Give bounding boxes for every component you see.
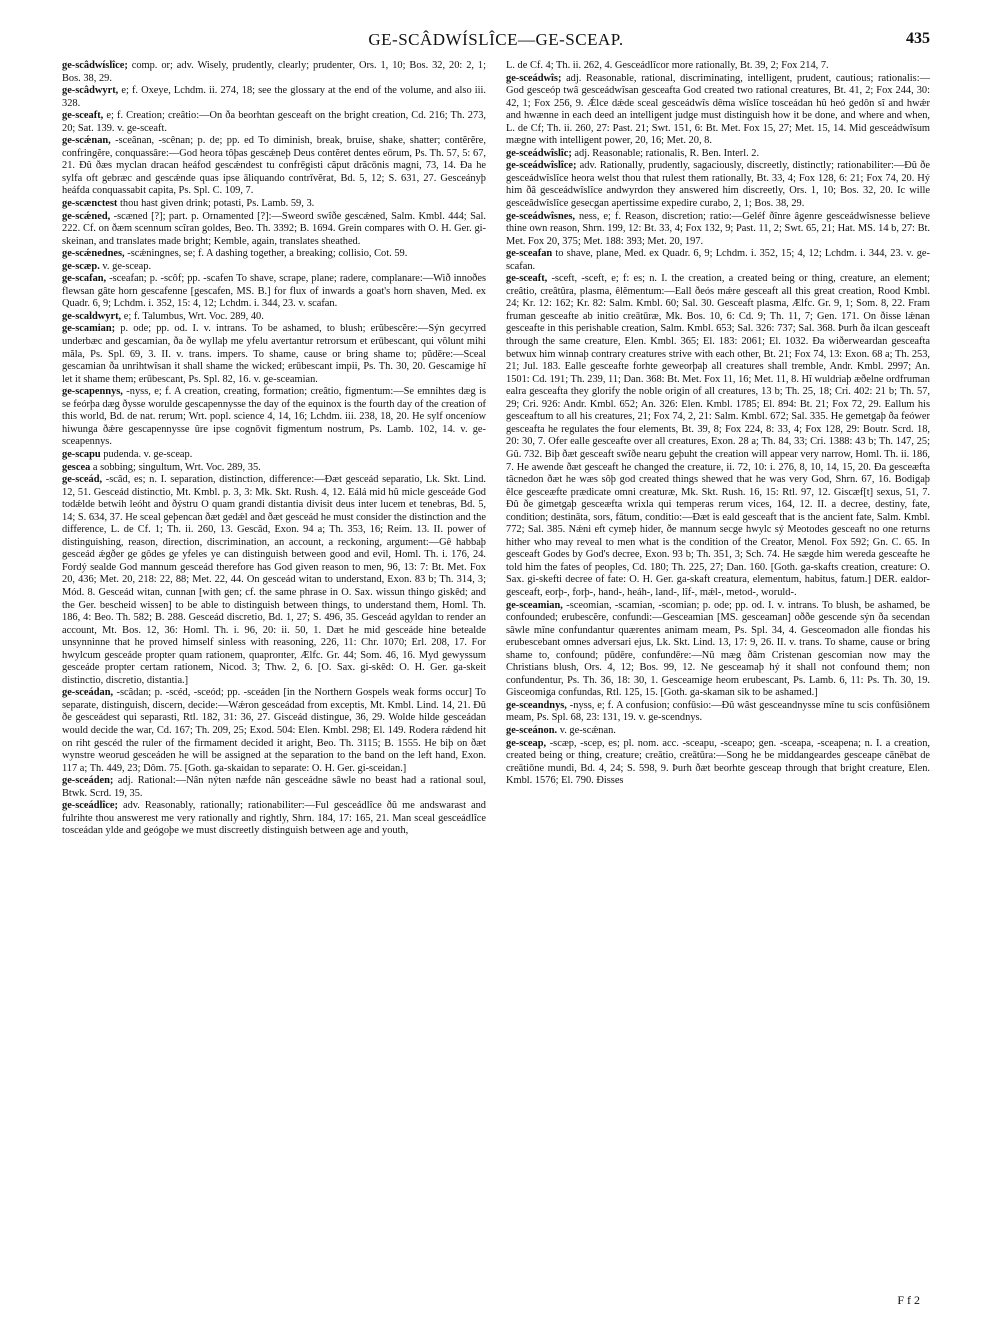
dictionary-entry [62, 261, 486, 274]
entry-headword: ge-sceaft, [506, 273, 548, 285]
dictionary-entry [62, 386, 486, 449]
entry-text: -sceft, -sceft, e; f: es; n. I. the creation, a created being or thing, creature, an element; creâtio, creâtûra, plasma, êlĕmentum:—Eall ðeós mǽre gesceaft all this great creation, Rood Kmbl. 24; Kr. 12: 162; Kr. 82: Salm. Kmbl. 60; Sal. 30. Gesceaft plasma, Ælfc. Gr. 9, 1; Som. 8, 22. Fram fruman gesceafte ab initio creātūræ, Mk. Bos. 10, 6: Cd. 9; Th. 11, 7; Gen. 171. On ðisse lǽnan gesceafte in this perishable creation, Salm. Kmbl. 653; Sal. 326: 737; Sal. 368. Þurh ða ilcan gesceaft through the same creature, Elen. Kmbl. 365; El. 183: 2061; El. 1032. Ða wiðerweardan gesceafta betwux him winnaþ contrary creatures strive with each other, Bt. 21; Fox 74, 13: Exon. 68 a; Th. 253, 21; Jul. 183. Ealle gesceafte forhte geweorþaþ all creatures shall tremble, Andr. Kmbl. 2997; An. 1501: Cd. 191; Th. 239, 11; Dan. 368: Bt. Met. Fox 11, 16; Met. 11, 8. Hî wuldriaþ æðelne ordfruman ealra gesceafta they glorify the noble origin of all creatures, 13 b; Th. 25, 18; Cri. 402: 21 b; Th. 57, 29; Cri. 926: Andr. Kmbl. 652; An. 326: Elen. Kmbl. 1785; El. 894: Bt. 21; Fox 72, 29. Eallum his gesceaftum to all his creatures, 21; Fox 74, 2, 21: Salm. Kmbl. 672; Sal. 335. He gemetgaþ ða feówer gesceafta he regulates the four elements, Bt. 39, 8; Fox 224, 8: 33, 4; Fox 128, 29: Boutr. Scrd. 18, 20: 30, 7. Ofer ealle gesceafte over all creatures, Exon. 28 a; Th. 84, 33; Cri. 1388: 43 b; Th. 147, 25; Gû. 732. Biþ ðæt gesceaft swîðe nearu geþuht the creation will appear very narrow, Homl. Th. ii. 186, 7. He awende ðæt gesceaft he changed the creature, ii. 72, 10: i. 276, 8, 10, 14, 15, 20. Ða gesceæfta tâcnedon ðæt he wæs sôþ god created things shewed that he was very God, Shrn. 67, 16. Bodigaþ êlce gesceæfte prædicate omni creaturæ, Mk. Skt. Rush. 16, 15: Rtl. 97, 12. Giscæf[t] sexus, 51, 7. Ðû ðe gimetgaþ gesceæfta wrixla qui temperas rerum vices, 164, 12. II. a decree, destiny, fate, condition; destināta, sors, fātum, conditio:—Ðæt is eald gesceaft that is the ancient fate, Salm. Kmbl. 772; Sal. 385. Nǽni eft cymeþ hider, ðe mannum secge hwylc sý Meotodes gesceaft no one returns hither who may reveal to men what is the condition of the Creator, Menol. Fox 592; Gn. C. 65. In gesceaft Godes by God's decree, Exon. 93 b; Th. 351, 3; Sch. 74. He sægde him wereda gesceafte he told him the fates of peoples, Cd. 180; Th. 225, 27; Dan. 160. [Goth. ga-skafts creation, creature: O. Sax. gi-skefti decree of fate: O. H. Ger. ga-skaft creatura, elementum, habitus, fatum.] DER. ealdor-gesceaft, eorþ-, forþ-, hand-, heáh-, land-, lîf-, mǽl-, metod-, woruld-. [506, 273, 930, 598]
dictionary-entry [62, 449, 486, 462]
entry-text: -scâd, es; n. I. separation, distinction, difference:—Ðæt gesceád separatio, Lk. Skt. Lind. 12, 51. Gesceád distinctio, Mt. Kmbl. p. 3, 3: Mk. Skt. Rush. 4, 12. Eálá mid hû micle gesceáde God todǽlde betwih leóht and ðýstru O quam grandi distantia divisit deus inter lucem et tenebras, Bd. 5, 14; S. 634, 37. He sceal geþencan ðæt gedǽl and ðæt gesceád he must consider the distinction and the difference, L. de Cf. 1; Th. ii. 260, 13. Gescâd, Exon. 94 a; Th. 353, 16; Reim. 13. II. power of distinguishing, reason, direction, discrimination, an account, a reckoning, argument:—Gê habbaþ gesceád ǽgðer ge gôdes ge yfeles ye can distinguish between good and evil, Homl. Th. i. 176, 24. Fordý sealde God mannum gesceád therefore has God given reason to men, 96, 13: 7: Bt. Met. Fox 20, 436; Met. 20, 218: 22, 88; Met. 22, 44. On gesceád witan to understand, Exon. 83 b; Th. 314, 3; Mód. 8. Gesceád witan, cunnan [with gen; cf. the same phrase in O. Sax. wissun thingo giskêd; and the Ger. bescheid wissen] to be able to distinguish between things, to understand them, Homl. Th. 186, 4: Beo. Th. 582; B. 288. Gesceád discretio, Bd. 1, 27; S. 496, 35. Gesceád agyldan to render an account, Mt. Bos. 12, 36: Homl. Th. i. 96, 20: ii. 50, 1. Dæt he mid gesceáde hine betealde unsynninne that he proved himself sinless with reasoning, 226, 11: Chr. 1070; Erl. 208, 17. For hwylcum gesceáde propter quam rationem, quaprопter, Ælfc. Gr. 44; Som. 46, 16. Myd gewyssum gesceáde propter certam rationem, Nicod. 3; Thw. 2, 6. [O. Sax. gi-skêd: O. H. Ger. ga-skeit distinctio, discretio, distantia.] [62, 474, 486, 686]
entry-headword: ge-scænctest [62, 198, 118, 210]
dictionary-entry [62, 311, 486, 324]
entry-text: ness, e; f. Reason, discretion; ratio:—Geléf ðînre âgenre gesceádwîsnesse believe thine own reason, Shrn. 199, 12: Bt. 33, 4; Fox 132, 9; Past. 11, 2; Swt. 65, 21; Hat. MS. 14 b, 27: Bt. Met. Fox 20, 375; Met. 188: 393; Met. 20, 197. [506, 210, 930, 247]
entry-headword: ge-scǽned, [62, 210, 111, 222]
entry-text: adj. Reasonable; rationalis, R. Ben. Interl. 2. [571, 147, 760, 159]
dictionary-entry [62, 85, 486, 110]
entry-text: adj. Rational:—Nân nýten næfde nân gesceádne sâwle no beast had a rational soul, Btwk. Scrd. 19, 35. [62, 775, 486, 799]
entry-headword: ge-sceádwîslîc; [506, 147, 572, 159]
page-number: 435 [906, 30, 930, 47]
dictionary-entry [62, 273, 486, 311]
entry-text: -scæp, -scep, es; pl. nom. acc. -sceapu, -sceapo; gen. -sceapa, -sceapena; n. I. a creation, created being or thing, creature; creātio, creātūra:—Song he be middangeardes gesceape cānēbat de creātiōne mundi, Bd. 4, 24; S. 598, 9. Þurh ðæt beorhte gesceap through that bright creature, Elen. Kmbl. 1576; El. 790. Ðisses [506, 737, 930, 787]
entry-headword: ge-scǽnednes, [62, 248, 125, 260]
entry-text: e; f. Creation; creâtio:—On ða beorhtan gesceaft on the bright creation, Cd. 216; Th. 273, 20; Sat. 139. v. ge-sceaft. [62, 110, 486, 134]
dictionary-entry [506, 725, 930, 738]
entry-headword: ge-sceádwîs; [506, 72, 562, 84]
entry-headword: ge-sceaft, [62, 110, 104, 122]
entry-headword: ge-scǽnan, [62, 135, 111, 147]
columns [62, 60, 930, 838]
entry-text: v. ge-scǽnan. [557, 724, 616, 736]
dictionary-entry [506, 148, 930, 161]
entry-headword: ge-scæp. [62, 260, 100, 272]
entry-text: a sobbing; singultum, Wrt. Voc. 289, 35. [90, 461, 261, 473]
entry-headword: ge-sceánon. [506, 724, 558, 736]
entry-text: e; f. Talumbus, Wrt. Voc. 289, 40. [121, 310, 264, 322]
entry-headword: ge-sceandnys, [506, 699, 567, 711]
entry-text: L. de Cf. 4; Th. ii. 262, 4. Gesceádlîcor more rationally, Bt. 39, 2; Fox 214, 7. [506, 60, 829, 71]
entry-headword: ge-sceamian, [506, 599, 563, 611]
dictionary-entry [506, 738, 930, 788]
entry-text: to shave, plane, Med. ex Quadr. 6, 9; Lchdm. i. 352, 15; 4, 12; Lchdm. i. 344, 23. v. ge-scafan. [506, 248, 930, 272]
entry-text: pudenda. v. ge-sceap. [100, 448, 193, 460]
entry-headword: ge-sceád, [62, 474, 103, 486]
dictionary-entry [62, 462, 486, 475]
dictionary-entry [62, 110, 486, 135]
entry-headword: ge-sceádlîce; [62, 800, 118, 812]
entry-text: -sceafan; p. -scôf; pp. -scafen To shave, scrape, plane; radere, complanare:—Wið innoðes flewsan gâte horn gescafenne [gescafen, MS. B.] for flux of inwards a goat's horn shaven, Med. ex Quadr. 6, 9; Lchdm. i. 352, 15: 4, 12; Lchdm. i. 344, 23. v. scafan. [62, 273, 486, 310]
entry-text: -nyss, e; f. A creation, creating, formation; creâtio, figmentum:—Se emnihtes dæg is se feórþa dæg ðysse woruldе gescapennysse the day of the equinox is the fourth day of the creation of this world, Bd. de nat. rerum; Wrt. popl. science 4, 14, 16; Lchdm. iii. 238, 18, 20. He sylf onceníow hiwunga ðǽre gescapennysse ûre ipse cognōvit figmentum nostrum, Ps. Lamb. 102, 14. v. ge-sceapennys. [62, 386, 486, 448]
dictionary-entry [62, 60, 486, 85]
left-column [62, 60, 486, 838]
dictionary-entry [506, 73, 930, 148]
entry-text: e; f. Oxeye, Lchdm. ii. 274, 18; see the glossary at the end of the volume, and also iii. 328. [62, 85, 486, 109]
entry-headword: ge-sceádan, [62, 687, 114, 699]
entry-text: -scæned [?]; part. p. Ornamented [?]:—Sweord swîðe gescǽned, Salm. Kmbl. 444; Sal. 222. Cf. on ðæm scennum scîran goldes, Beo. Th. 3392; B. 1694. Grein compares with O. H. Ger. gi-skeinan, and translates made bright; Kemble, again, translates sheathed. [62, 210, 486, 247]
dictionary-entry [62, 323, 486, 386]
entry-text: p. ode; pp. od. I. v. intrans. To be ashamed, to blush; erŭbescĕre:—Sýn gecyrred underbæc and gescamian, ða ðe wyllaþ me yfelu avertantur retrorsum et erūbescant, qui vŏlunt mihi măla, Ps. Spl. 69, 3. II. v. trans. impers. To shame, cause or bring shame to; pŭdēre:—Sceal gescamian ða unrihtwîsan it shall shame the wicked; erūbescant impii, Ps. Th. 30, 20. Gescamige hî let it shame them; erūbescant, Ps. Spl. 82, 16. v. ge-sceamian. [62, 323, 486, 385]
entry-headword: gescea [62, 461, 91, 473]
entry-text: adj. Reasonable, rational, discriminating, intelligent, prudent, cautious; rationalis:—God gesceóp twâ gesceádwîsan gesceafta God created two rational creatures, Bt. 41, 2; Fox 244, 30: 42, 1; Fox 256, 9. Ǽlce dǽde sceal gesceádwîs dêma wîslîce tosceádan hû heó gedôn sî and hwǽr and hwænne in each deed an intelligent judge must distinguish how it be done, and where and when, L. de Cf; Th. ii. 260, 27: Past. 21; Swt. 151, 6: Bt. Met. Fox 15, 27; Met. 15, 14. Mid gesceádwîsum mægne with intelligent power, 20, 16; Met. 20, 8. [506, 72, 930, 147]
dictionary-entry [62, 211, 486, 249]
entry-headword: ge-scaldwyrt, [62, 310, 122, 322]
entry-headword: ge-scamian; [62, 323, 116, 335]
running-head [62, 30, 930, 56]
entry-text: v. ge-sceap. [99, 260, 152, 272]
dictionary-entry [62, 775, 486, 800]
entry-headword: ge-scapennys, [62, 386, 123, 398]
dictionary-entry [506, 160, 930, 210]
dictionary-entry [506, 211, 930, 249]
dictionary-entry [62, 687, 486, 775]
dictionary-entry [506, 700, 930, 725]
entry-text: -sceomian, -scamian, -scomian; p. ode; pp. od. I. v. intrans. To blush, be ashamed, be confounded; erubescĕre, confundi:—Gesceamian [MS. gesceaman] oððe gescende sýn ða secendan sâwle mîne confundantur quærentes animam meam, Ps. Spl. 34, 4. Gesceomadon alle fiondas his erubescebant omnes adversari ejus, Lk. Skt. Lind. 13, 17: 9, 26. II. v. trans. To shame, cause or bring shame to, confound; pūdēre, confundēre:—Nû mæg ðâm Cristenan gescomian now may the Christians blush, Ors. 4, 12; Bos. 99, 12. Ne gesceamaþ hý it shall not confound them; non confundentur, Ps. Th. 36, 18: 30, 1. Gesceamige heom erubescant, Ps. Lamb. 6, 11: Ps. Th. 30, 19. Gisceomiga confundas, Rtl. 125, 15. [Goth. ga-skaman sik to be ashamed.] [506, 599, 930, 699]
dictionary-entry [506, 273, 930, 599]
dictionary-entry [506, 600, 930, 700]
entry-headword: ge-sceádwîslîce; [506, 160, 577, 172]
right-column [506, 60, 930, 838]
entry-text: -nyss, e; f. A confusion; confūsio:—Ðû wâst gesceandnysse mîne tu scis confūsiōnem meam, Ps. Spl. 68, 23: 131, 19. v. ge-scendnys. [506, 699, 930, 724]
dictionary-entry [62, 800, 486, 838]
entry-text: adv. Rationally, prudently, sagaciously, discreetly, distinctly; rationabiliter:—Ðû ðe gesceádwîslîce heora welst thou that rulest them rationally, Bt. 33, 4; Fox 128, 6: 21; Fox 74, 20. Hý him ðâ gesceádwîslîce andwyrdon they answered him discreetly, Ors. 1, 10; Bos. 32, 20. Ic wille gesceâdwîslîce gesecgan apertissime expedire curabo, 2, 1; Bos. 38, 29. [506, 160, 930, 210]
entry-text: thou hast given drink; potasti, Ps. Lamb. 59, 3. [117, 198, 315, 210]
entry-headword: ge-scafan, [62, 273, 107, 285]
entry-text: -scâdan; p. -scéd, -sceód; pp. -sceáden [in the Northern Gospels weak forms occur] To separate, distinguish, discern, decide:—Wǽron gesceádad from exceptis, Mt. Kmbl. Lind. 14, 21. Ðû ðe gesceádest qui separasti, Rtl. 182, 31: 36, 27. Gisceád distingue, 36, 29. Wolde hilde gesceádan would decide the war, Cd. 167; Th. 209, 25; Exod. 504: Elen. Kmbl. 298; El. 149. Rodera rǽdend hit on riht gescéd the ruler of the firmament decided it aright, Beo. Th. 3115; B. 1555. He biþ on ðæt wynstre weorud gesceáden he will be assigned at the separation to the band on the left hand, Exon. 117 a; Th. 449, 23; Dôm. 75. [Goth. ga-skaidan to separate: O. H. Ger. gi-sceidan.] [62, 687, 486, 774]
page-title: GE-SCÂDWÍSLÎCE—GE-SCEAP. [368, 30, 624, 49]
entry-text: adv. Reasonably, rationally; rationabiliter:—Ful gesceádlîce ðû me andswarast and fulrihte thou answerest me very rationally and rightly, Shrn. 184, 17: 165, 21. Man sceal gesceádlîce tosceádan ylde and geógoþe we must discreetly distinguish between age and youth, [62, 800, 486, 837]
dictionary-entry [506, 60, 930, 73]
entry-text: -scǽningnes, se; f. A dashing together, a breaking; collisio, Cot. 59. [124, 248, 408, 260]
entry-text: -sceânan, -scênan; p. de; pp. ed To diminish, break, bruise, shake, shatter; contĕrĕre, confringĕre, conquassâre:—God heora tôþas gescǽneþ Deus contĕret dentes eōrum, Ps. Th. 57, 5: 67, 21. Ðû ðæs myclan dracan heáfod gescǽndest tu confrēgisti căput drăcōnis magni, 73, 14. Ða he sylfa oft gebræc and gescǽnde quas ipse āliquando contrīvĕrat, Bd. 5, 12; S. 631, 27. Gesceányþ heáfda conquassabit capita, Ps. Spl. C. 109, 7. [62, 135, 486, 197]
dictionary-entry [506, 248, 930, 273]
entry-headword: ge-scapu [62, 448, 101, 460]
dictionary-entry [62, 474, 486, 687]
entry-headword: ge-scâdwíslîce; [62, 60, 128, 71]
dictionary-entry [62, 135, 486, 198]
dictionary-entry [62, 198, 486, 211]
entry-headword: ge-sceáden; [62, 775, 114, 787]
signature-mark: F f 2 [897, 1293, 920, 1307]
entry-headword: ge-sceádwîsnes, [506, 210, 575, 222]
entry-text: comp. or; adv. Wisely, prudently, clearly; prudenter, Ors. 1, 10; Bos. 32, 20: 2, 1; Bos. 38, 29. [62, 60, 486, 84]
entry-headword: ge-scâdwyrt, [62, 85, 119, 97]
entry-headword: ge-sceap, [506, 737, 547, 749]
dictionary-entry [62, 248, 486, 261]
entry-headword: ge-sceafan [506, 248, 553, 260]
